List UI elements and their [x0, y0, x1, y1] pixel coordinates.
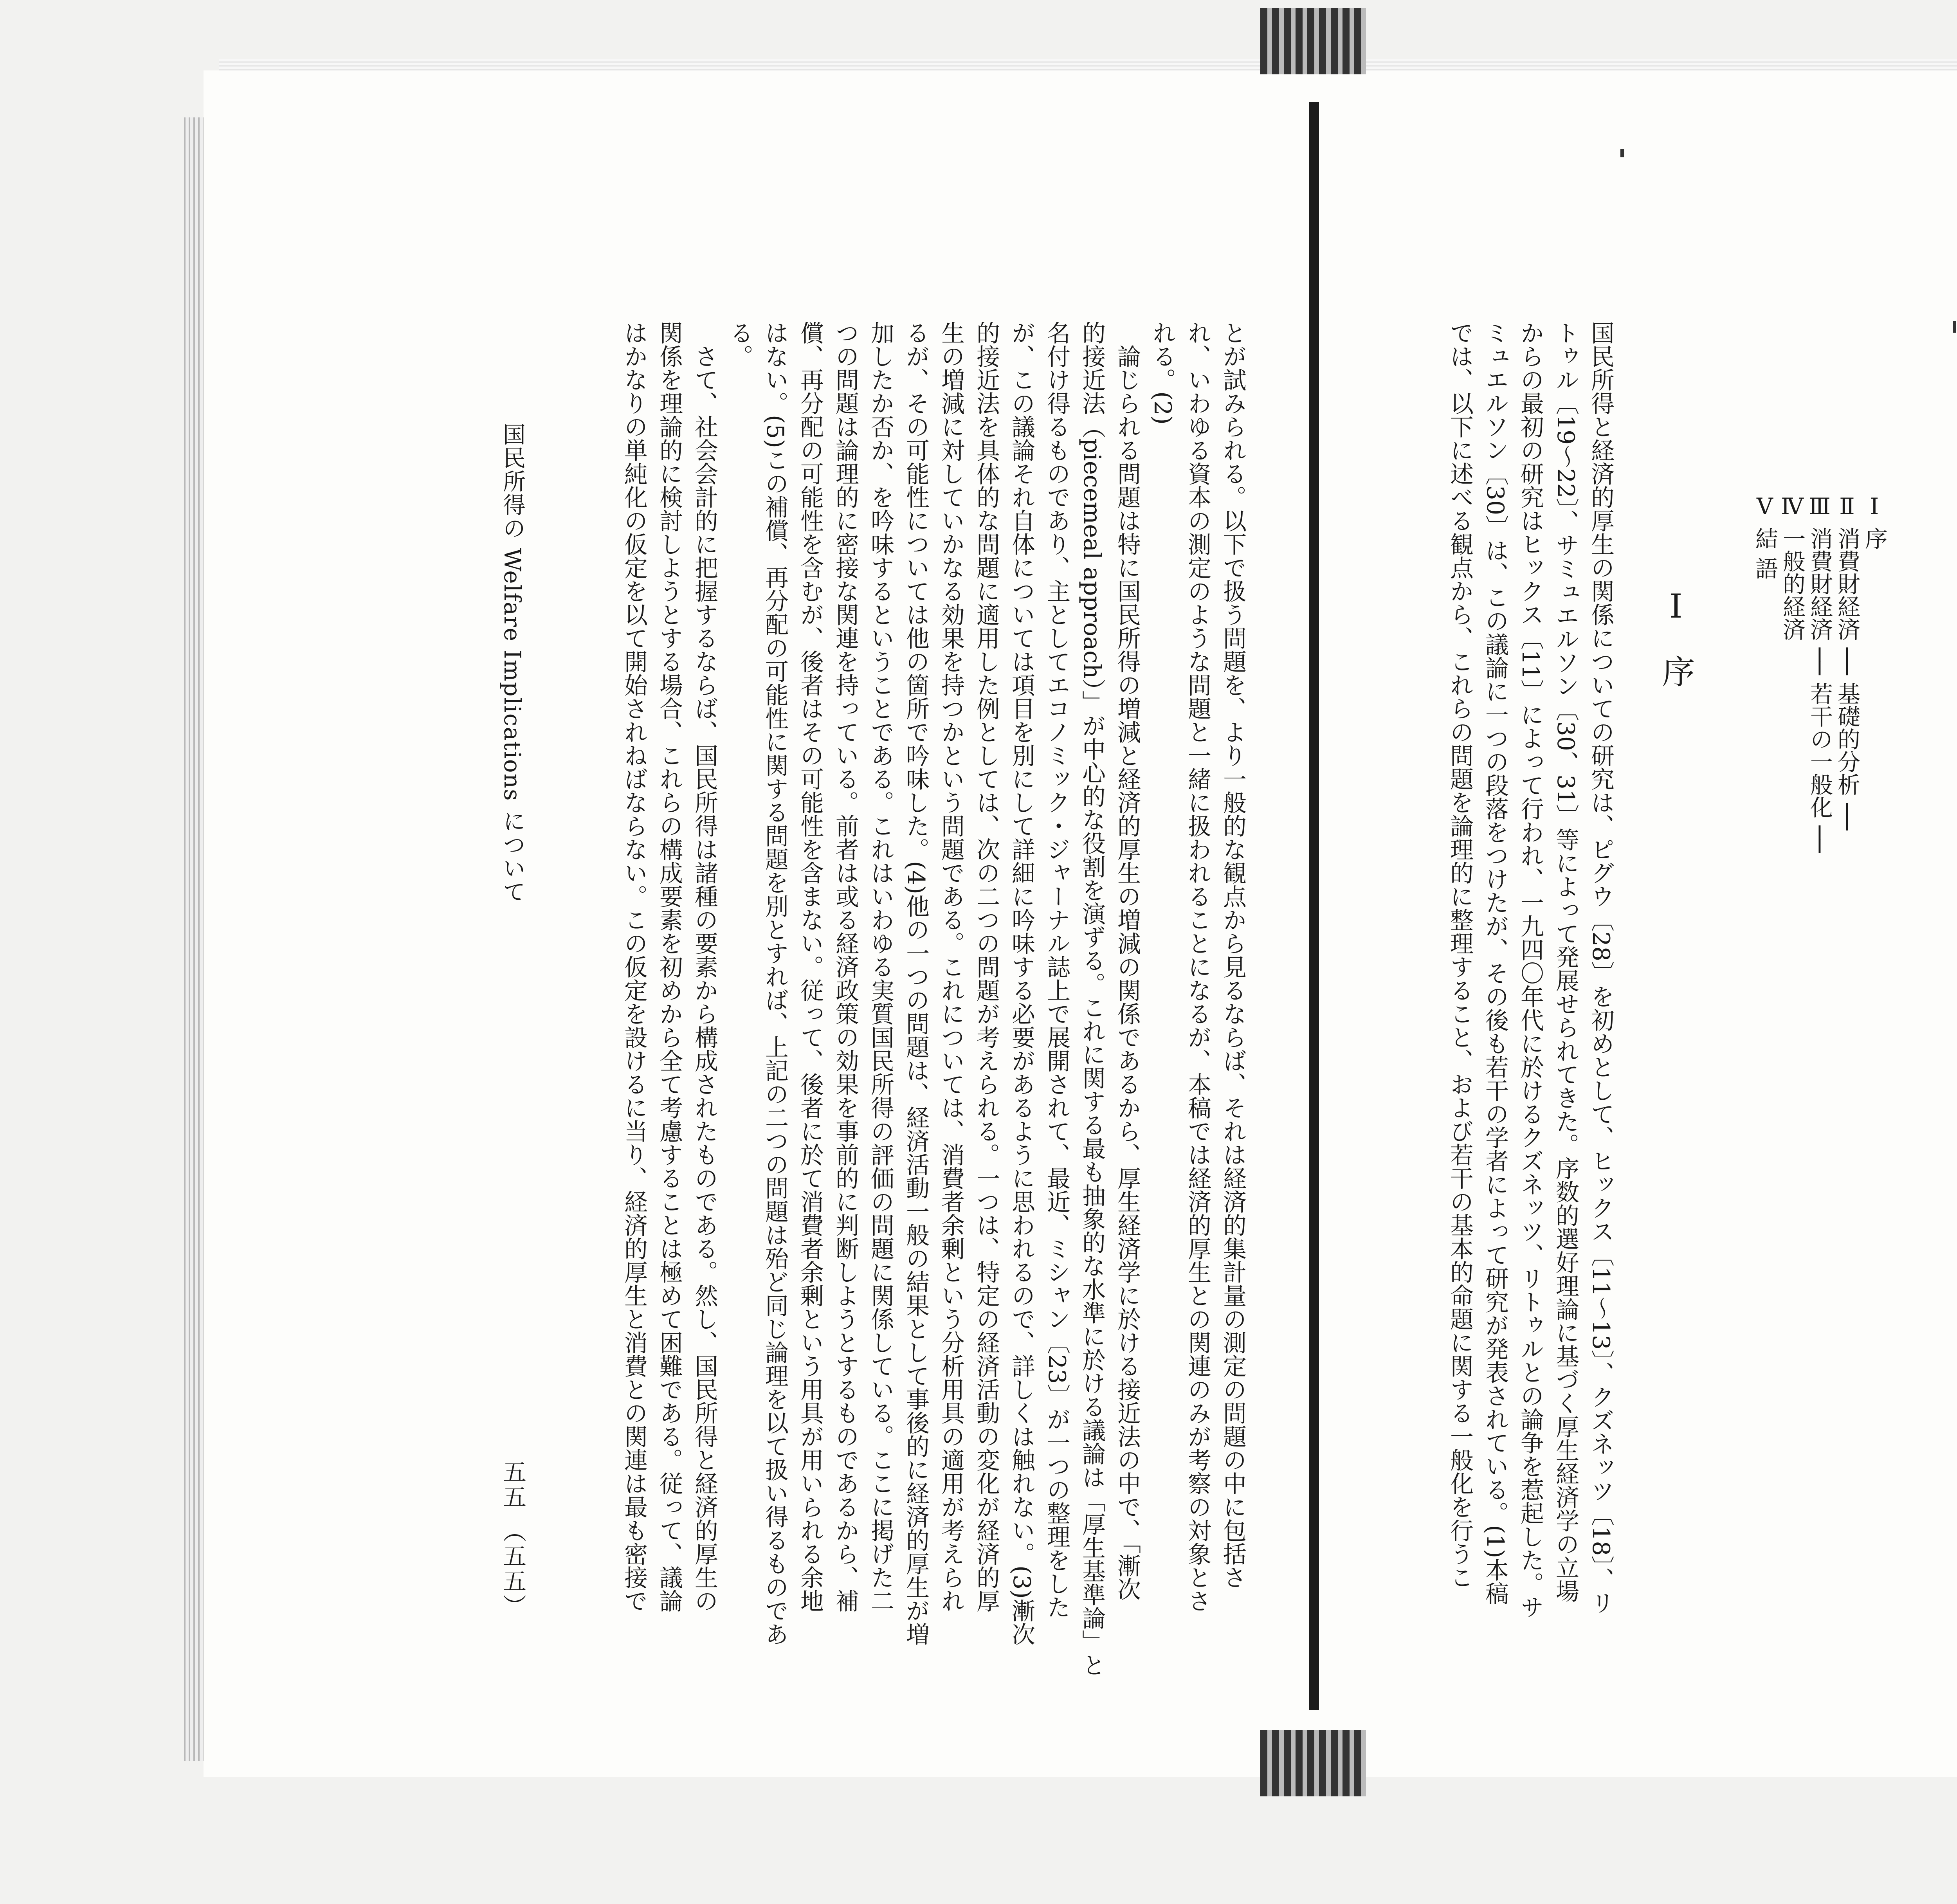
text-line: ミュエルソン〔30〕は、この議論に一つの段落をつけたが、その後も若干の学者によって研究が発表されている。(1)本稿 — [1481, 321, 1509, 1605]
text-line: 関係を理論的に検討しようとする場合、これらの構成要素を初めから全て考慮することは極めて困難である。従って、議論 — [656, 321, 683, 1612]
text-line: つの問題は論理的に密接な関連を持っている。前者は或る経済政策の効果を事前的に判断しようとするものであるから、補 — [832, 321, 859, 1612]
text-line: 名付け得るものであり、主としてエコノミック・ジャーナル誌上で展開されて、最近、ミシャン〔23〕が一つの整理をした — [1043, 321, 1070, 1619]
text-line: るが、その可能性については他の箇所で吟味した。(4)他の一つの問題は、経済活動一般の結果として事後的に経済的厚生が増 — [902, 321, 930, 1646]
text-line: からの最初の研究はヒックス〔11〕によって行われ、一九四〇年代に於けるクズネッツ、リトゥルとの論争を惹起した。サ — [1517, 321, 1544, 1619]
text-line: トゥル〔19～22〕、サミュエルソン〔30、31〕等によって発展せられてきた。序数的選好理論に基づく厚生経済学の立場 — [1552, 321, 1579, 1603]
toc-item: Ⅲ 消費財経済 ── 若干の一般化 ── — [1806, 493, 1833, 853]
scan-speck — [1620, 149, 1624, 157]
binding-stitch-top — [1260, 8, 1366, 74]
text-line: 生の増減に対していかなる効果を持つかという問題である。これについては、消費者余剰という分析用具の適用が考えられ — [937, 321, 965, 1612]
binding-stitch-bottom — [1260, 1730, 1366, 1796]
book-spread — [204, 70, 1957, 1777]
toc-item: Ⅴ 結 語 — [1752, 493, 1778, 580]
text-line: る。 — [726, 321, 753, 368]
toc-item: Ⅱ 消費財経済 ── 基礎的分析 ── — [1834, 493, 1860, 830]
page-number-left: 五五 （五五） — [499, 1460, 526, 1619]
text-line: とが試みられる。以下で扱う問題を、より一般的な観点から見るならば、それは経済的集計量の測定の問題の中に包括さ — [1219, 321, 1247, 1589]
scan-speck — [1953, 321, 1956, 333]
text-line: はかなりの単純化の仮定を以て開始されねばならない。この仮定を設けるに当り、経済的厚生と消費との関連は最も密接で — [620, 321, 648, 1612]
toc-item: Ⅳ 一般的経済 — [1779, 493, 1806, 641]
text-line: では、以下に述べる観点から、これらの問題を論理的に整理すること、および若干の基本的命題に関する一般化を行うこ — [1446, 321, 1474, 1589]
text-line: さて、社会会計的に把握するならば、国民所得は諸種の要素から構成されたものである。然し、国民所得と経済的厚生の — [691, 344, 718, 1612]
text-line: 的接近法を具体的な問題に適用した例としては、次の二つの問題が考えられる。一つは、特定の経済活動の変化が経済的厚 — [973, 321, 1000, 1612]
running-head: 国民所得の Welfare Implications について — [499, 423, 526, 904]
text-line: 償、再分配の可能性を含むが、後者はその可能性を含まない。従って、後者に於て消費者余剰という用具が用いられる余地 — [796, 321, 824, 1612]
section-heading: Ⅰ 序 — [1657, 587, 1695, 697]
text-line: 的接近法（piecemeal approach）」が中心的な役割を演ずる。これに関する最も抽象的な水準に於ける議論は「厚生基準論」と — [1078, 321, 1106, 1677]
text-line: 加したか否か、を吟味するということである。これはいわゆる実質国民所得の評価の問題に関係している。ここに掲げた二 — [867, 321, 894, 1612]
toc-item: Ⅰ 序 — [1861, 493, 1888, 550]
text-line: れ、いわゆる資本の測定のような問題と一緒に扱われることになるが、本稿では経済的厚生との関連のみが考察の対象とさ — [1184, 321, 1211, 1612]
text-line: れる。(2) — [1149, 321, 1176, 425]
text-line: 論じられる問題は特に国民所得の増減と経済的厚生の増減の関係であるから、厚生経済学に於ける接近法の中で、「漸次 — [1114, 344, 1141, 1601]
text-line: 国民所得と経済的厚生の関係についての研究は、ピグウ〔28〕を初めとして、ヒックス〔11～13〕、クズネッツ〔18〕、リ — [1587, 321, 1615, 1615]
text-line: が、この議論それ自体については項目を別にして詳細に吟味する必要があるように思われるので、詳しくは触れない。(3)漸次 — [1008, 321, 1035, 1646]
book-gutter — [1309, 102, 1319, 1710]
text-line: はない。(5)この補償、再分配の可能性に関する問題を別とすれば、上記の二つの問題は殆ど同じ論理を以て扱い得るものであ — [761, 321, 789, 1646]
